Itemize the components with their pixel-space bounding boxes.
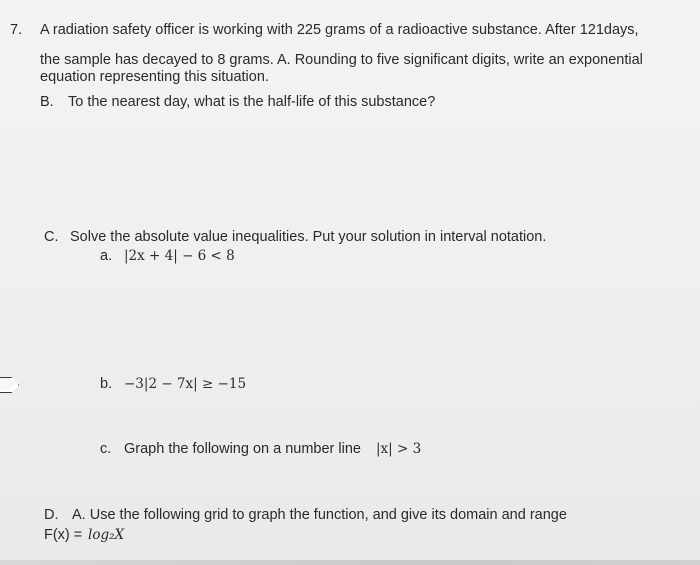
- intro-line-2: the sample has decayed to 8 grams. A. Rounding to five significant digits, write an exponential: [40, 52, 643, 68]
- part-c-text: Solve the absolute value inequalities. Put your solution in interval notation.: [70, 229, 547, 245]
- part-b-text: To the nearest day, what is the half-life of this substance?: [68, 94, 436, 110]
- function-rhs: log₂X: [88, 527, 125, 543]
- intro-line-1: A radiation safety officer is working with 225 grams of a radioactive substance. After 121days,: [40, 22, 639, 38]
- item-a-expression: |2x + 4| − 6 < 8: [124, 248, 235, 264]
- problem-number: 7.: [10, 22, 23, 38]
- item-a-label: a.: [100, 248, 113, 264]
- page-bottom-edge: [0, 560, 700, 565]
- part-d-label: D.: [44, 507, 59, 523]
- part-d-text: A. Use the following grid to graph the function, and give its domain and range: [72, 507, 567, 523]
- item-b-label: b.: [100, 376, 113, 392]
- part-c-label: C.: [44, 229, 59, 245]
- item-c-expression: |x| > 3: [376, 441, 422, 457]
- intro-line-3: equation representing this situation.: [40, 69, 269, 85]
- item-b-expression: −3|2 − 7x| ≥ −15: [124, 376, 247, 392]
- item-c-text: Graph the following on a number line: [124, 441, 361, 457]
- function-lhs: F(x) =: [44, 527, 83, 543]
- part-b-label: B.: [40, 94, 54, 110]
- item-c-label: c.: [100, 441, 112, 457]
